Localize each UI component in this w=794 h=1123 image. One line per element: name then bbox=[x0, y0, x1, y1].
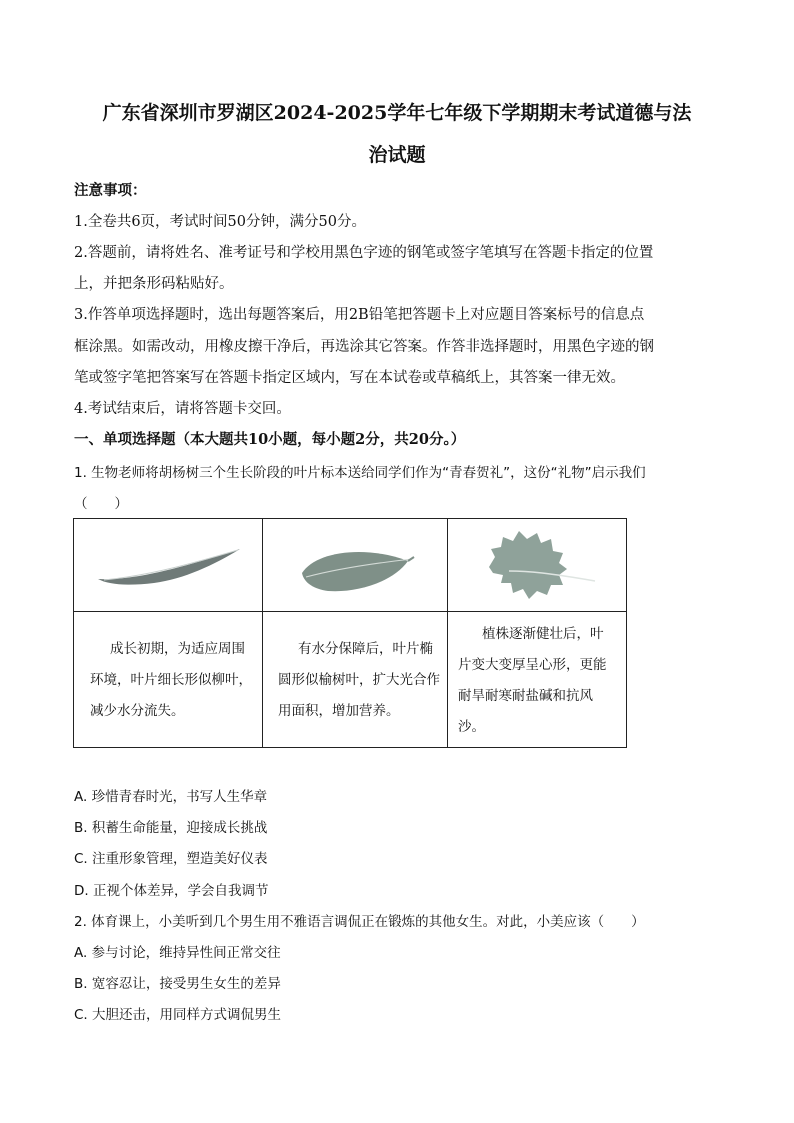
question-2-stem: 2. 体育课上，小美听到几个男生用不雅语言调侃正在锻炼的其他女生。对此，小美应该（ ） bbox=[74, 914, 645, 930]
leaf-shape bbox=[98, 549, 240, 585]
note-line: 1.全卷共6页，考试时间50分钟，满分50分。 bbox=[74, 214, 366, 230]
table-divider bbox=[74, 611, 626, 612]
heart-leaf-image bbox=[479, 527, 599, 607]
table-cell-3 bbox=[458, 619, 607, 743]
cell-line: 沙。 bbox=[458, 719, 485, 735]
cell-line: 片变大变厚呈心形，更能 bbox=[458, 657, 607, 673]
leaf-shape bbox=[302, 552, 408, 591]
cell-line: 成长初期，为适应周围 bbox=[110, 641, 245, 657]
question-1-option-c: C. 注重形象管理，塑造美好仪表 bbox=[74, 851, 268, 867]
elm-leaf-image bbox=[296, 543, 416, 595]
cell-line: 圆形似榆树叶，扩大光合作 bbox=[278, 672, 440, 688]
leaf-shape bbox=[489, 531, 567, 599]
section-heading: 一、单项选择题（本大题共10小题，每小题2分，共20分。） bbox=[74, 431, 466, 448]
table-divider bbox=[262, 519, 263, 747]
question-1-stem: 1. 生物老师将胡杨树三个生长阶段的叶片标本送给同学们作为“青春贺礼”，这份“礼物”启示我们 bbox=[74, 465, 646, 481]
question-2-option-b: B. 宽容忍让，接受男生女生的差异 bbox=[74, 976, 281, 992]
question-2-option-a: A. 参与讨论，维持异性间正常交往 bbox=[74, 945, 281, 961]
note-line: 框涂黑。如需改动，用橡皮擦干净后，再选涂其它答案。作答非选择题时，用黑色字迹的钢 bbox=[74, 339, 654, 355]
cell-line: 环境，叶片细长形似柳叶， bbox=[90, 672, 252, 688]
question-2-option-c: C. 大胆还击，用同样方式调侃男生 bbox=[74, 1007, 282, 1023]
note-line: 笔或签字笔把答案写在答题卡指定区域内，写在本试卷或草稿纸上，其答案一律无效。 bbox=[74, 370, 625, 386]
leaf-table bbox=[73, 518, 627, 748]
cell-line: 耐旱耐寒耐盐碱和抗风 bbox=[458, 688, 593, 704]
question-1-option-a: A. 珍惜青春时光，书写人生华章 bbox=[74, 789, 268, 805]
notes-heading: 注意事项： bbox=[74, 182, 147, 199]
question-1-option-d: D. 正视个体差异，学会自我调节 bbox=[74, 883, 269, 899]
cell-line: 用面积，增加营养。 bbox=[278, 703, 400, 719]
willow-leaf-image bbox=[94, 545, 244, 589]
question-1-bracket: （ ） bbox=[74, 496, 128, 512]
cell-line: 有水分保障后，叶片椭 bbox=[298, 641, 433, 657]
cell-line: 植株逐渐健壮后，叶 bbox=[482, 626, 604, 642]
note-line: 3.作答单项选择题时，选出每题答案后，用2B铅笔把答题卡上对应题目答案标号的信息点 bbox=[74, 307, 645, 323]
note-line: 4.考试结束后，请将答题卡交回。 bbox=[74, 401, 291, 417]
exam-title-line1: 广东省深圳市罗湖区2024-2025学年七年级下学期期末考试道德与法 bbox=[102, 102, 692, 124]
note-line: 2.答题前，请将姓名、准考证号和学校用黑色字迹的钢笔或签字笔填写在答题卡指定的位置 bbox=[74, 245, 654, 261]
note-line: 上，并把条形码粘贴好。 bbox=[74, 276, 234, 292]
question-1-option-b: B. 积蓄生命能量，迎接成长挑战 bbox=[74, 820, 268, 836]
table-cell-1 bbox=[90, 634, 252, 727]
exam-title-line2: 治试题 bbox=[368, 144, 426, 166]
table-cell-2 bbox=[278, 634, 440, 727]
table-divider bbox=[447, 519, 448, 747]
cell-line: 减少水分流失。 bbox=[90, 703, 185, 719]
